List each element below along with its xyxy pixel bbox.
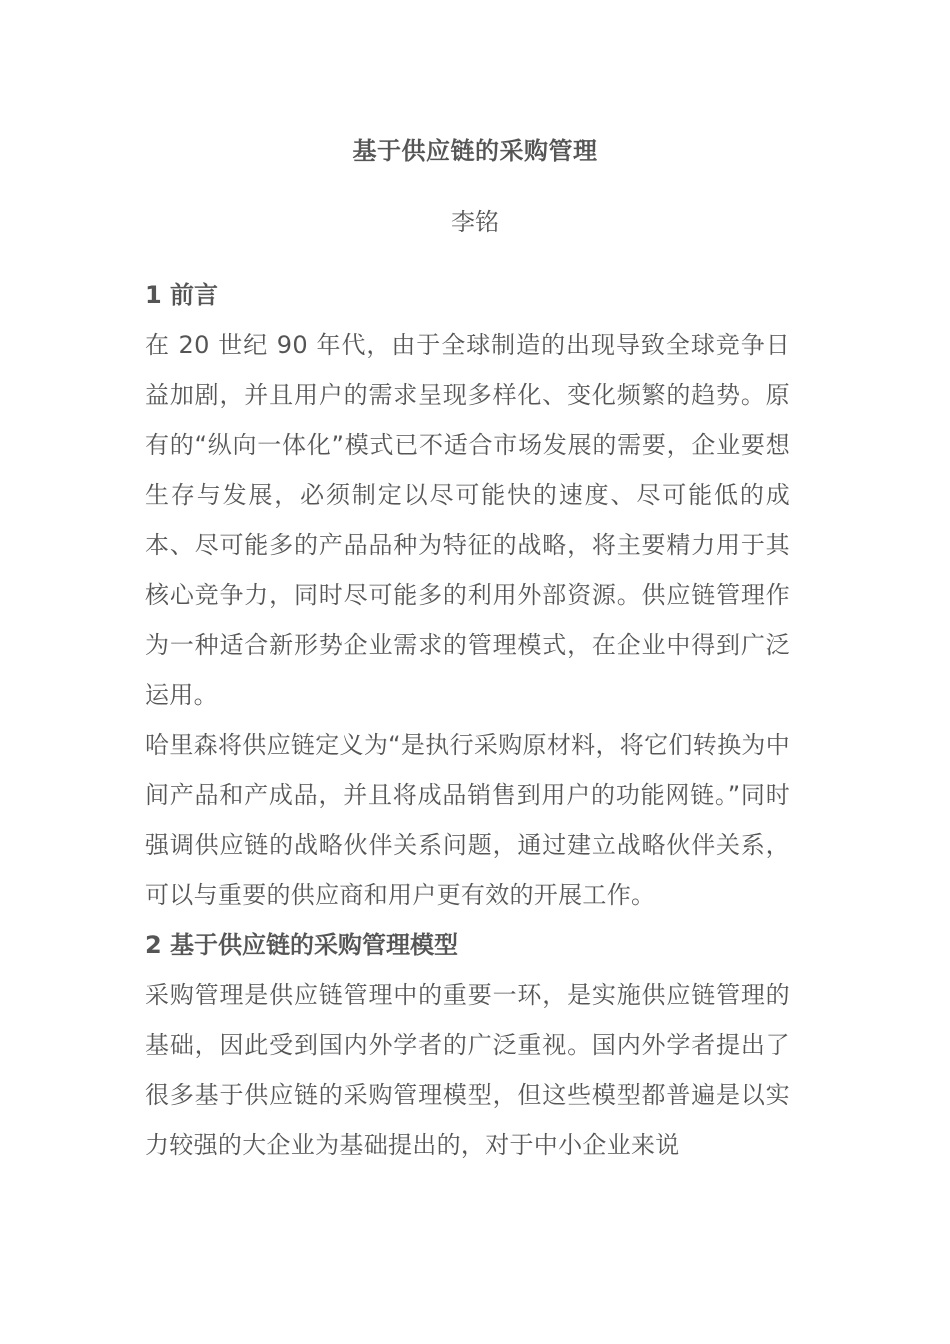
section-heading-2: 2 基于供应链的采购管理模型 bbox=[145, 931, 459, 959]
section-2-paragraph-1: 采购管理是供应链管理中的重要一环，是实施供应链管理的基础，因此受到国内外学者的广泛重视。国内外学者提出了很多基于供应链的采购管理模型，但这些模型都普遍是以实力较强的大企业为基础提出的，对于中小企业来说 bbox=[145, 981, 790, 1159]
section-1-paragraph-2: 哈里森将供应链定义为“是执行采购原材料，将它们转换为中间产品和产成品，并且将成品销售到用户的功能网链。”同时强调供应链的战略伙伴关系问题，通过建立战略伙伴关系，可以与重要的供应商和用户更有效的开展工作。 bbox=[145, 731, 790, 909]
document-body bbox=[145, 270, 790, 1170]
section-heading-1: 1 前言 bbox=[145, 281, 219, 309]
document-title: 基于供应链的采购管理 bbox=[352, 137, 598, 165]
section-1-paragraph-1: 在 20 世纪 90 年代，由于全球制造的出现导致全球竞争日益加剧，并且用户的需求呈现多样化、变化频繁的趋势。原有的“纵向一体化”模式已不适合市场发展的需要，企业要想生存与发展，必须制定以尽可能快的速度、尽可能低的成本、尽可能多的产品品种为特征的战略，将主要精力用于其核心竞争力，同时尽可能多的利用外部资源。供应链管理作为一种适合新形势企业需求的管理模式，在企业中得到广泛运用。 bbox=[145, 331, 790, 709]
document-author: 李铭 bbox=[451, 208, 499, 236]
